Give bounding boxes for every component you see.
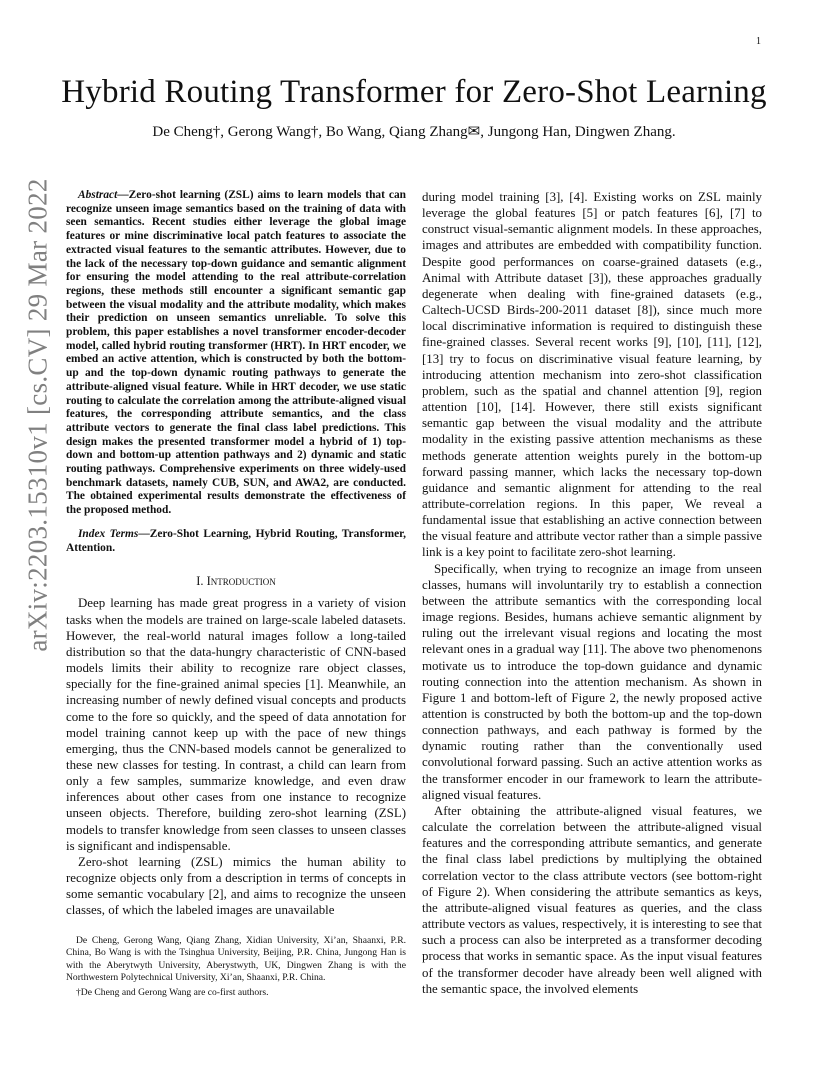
- body-paragraph: After obtaining the attribute-aligned visual features, we calculate the correlation between the attribute-aligned visual features and the corresponding attribute semantics, and generate the final class label predictions by multiplying the obtained correlation vector to the class attribute vectors (see bottom-right of Figure 2). When considering the attribute semantics as keys, the attribute-aligned visual features as queries, and the class attribute vectors as values, respectively, it is interesting to see that such a process can also be interpreted as a transformer decoding process that works in semantic space. As the input visual features of the transformer decoder have already been well aligned with the semantic space, the involved elements: [422, 803, 762, 996]
- section-number: I.: [196, 574, 207, 589]
- body-paragraph: Deep learning has made great progress in a variety of vision tasks when the models are trained on large-scale labeled datasets. However, the real-world natural images follow a long-tailed distribution so that the data-hungry characteristic of CNN-based models limits their ability to recognize rare object classes, specially for the fine-grained animal species [1]. Meanwhile, an increasing number of newly defined visual concepts and products come to the fore so quickly, and the speed of data annotation for model training cannot keep up with the pace of new things emerging, thus the CNN-based models cannot be generalized to these new classes for testing. In contrast, a child can learn from only a few samples, summarize knowledge, and even draw inferences about other cases from one instance to recognize unseen objects. Therefore, building zero-shot learning (ZSL) models to transfer knowledge from seen classes to unseen classes is significant and indispensable.: [66, 596, 406, 853]
- body-paragraph: Specifically, when trying to recognize an image from unseen classes, humans will involuntarily try to establish a connection between the attribute semantics with the corresponding local image regions. Besides, humans achieve semantic alignment by ruling out the irrelevant visual regions and locating the most relevant ones in a gradual way [11]. The above two phenomenons motivate us to introduce the top-down guidance and dynamic routing connection into the attention mechanism. As shown in Figure 1 and bottom-left of Figure 2, the newly proposed active attention is constructed by both the bottom-up and the top-down connection pathways, and each pathway is formed by the dynamic routing rather than the conventionally used convolutional forward passing. Such an active attention works as the transformer encoder in our framework to learn the attribute-aligned visual features.: [422, 561, 762, 802]
- arxiv-stamp-text: arXiv:2203.15310v1 [cs.CV] 29 Mar 2022: [22, 178, 53, 652]
- abstract: [66, 189, 406, 518]
- right-column: [422, 189, 762, 997]
- index-terms-label: Index Terms: [78, 527, 139, 540]
- index-terms-text: —Zero-Shot Learning, Hybrid Routing, Transformer, Attention.: [66, 527, 406, 554]
- author-list: De Cheng†, Gerong Wang†, Bo Wang, Qiang Zhang✉, Jungong Han, Dingwen Zhang.: [152, 124, 676, 140]
- index-terms: [66, 528, 406, 555]
- co-first-author-footnote: †De Cheng and Gerong Wang are co-first authors.: [76, 987, 269, 999]
- abstract-text: —Zero-shot learning (ZSL) aims to learn models that can recognize unseen image semantics based on the training of data with seen semantics. Recent studies either leverage the global image features or mine discriminative local patch features to associate the extracted visual features to the semantic attributes. However, due to the lack of the necessary top-down guidance and semantic alignment for ensuring the model attending to the real attribute-correlation regions, these methods still encounter a significant semantic gap between the visual modality and the attribute modality, which makes their prediction on unseen semantics unreliable. To solve this problem, this paper establishes a novel transformer encoder-decoder model, called hybrid routing transformer (HRT). In HRT encoder, we embed an active attention, which is constructed by both the bottom-up and the top-down dynamic routing pathways to generate the attribute-aligned visual feature. While in HRT decoder, we use static routing to calculate the correlation among the attribute-aligned visual features, the corresponding attribute semantics, and the class attribute vectors to generate the final class label predictions. This design makes the presented transformer model a hybrid of 1) top-down and bottom-up attention pathways and 2) dynamic and static routing pathways. Comprehensive experiments on three widely-used benchmark datasets, namely CUB, SUN, and AWA2, are conducted. The obtained experimental results demonstrate the effectiveness of the proposed method.: [66, 189, 406, 517]
- left-column: [66, 189, 406, 919]
- page-number: 1: [756, 36, 761, 47]
- footnotes: [66, 935, 406, 999]
- section-title: Introduction: [206, 574, 276, 589]
- affiliation-footnote: De Cheng, Gerong Wang, Qiang Zhang, Xidian University, Xi’an, Shaanxi, P.R. China, Bo Wang is with the Tsinghua University, Beijing, P.R. China, Jungong Han is with the Aberytwyth University, Aberystwyth, UK, Dingwen Zhang is with the Northwestern Polytechnical University, Xi’an, Shaanxi, P.R. China.: [66, 935, 406, 983]
- body-paragraph: Zero-shot learning (ZSL) mimics the human ability to recognize objects only from a description in terms of concepts in some semantic vocabulary [2], and aims to recognize the unseen classes, of which the labeled images are unavailable: [66, 854, 406, 918]
- abstract-label: Abstract: [78, 189, 118, 201]
- body-paragraph: during model training [3], [4]. Existing works on ZSL mainly leverage the global features [5] or patch features [6], [7] to construct visual-semantic alignment models. In these approaches, images and attributes are embedded with compatibility function. Despite good performances on coarse-grained datasets (e.g., Animal with Attribute dataset [3]), these approaches gradually degenerate when dealing with fine-grained datasets (e.g., Caltech-UCSD Birds-200-2011 dataset [8]), since much more local discriminative information is required to distinguish these fine-grained classes. Several recent works [9], [10], [11], [12], [13] try to focus on discriminative visual feature learning, by introducing attention mechanism into zero-shot classification problem, such as the spatial and channel attention [9], region attention [10], [14]. However, there still exists significant semantic gap between the visual modality and the attribute modality in the existing passive attention mechanisms as these methods generate attention weights purely in the bottom-up forward passing manner, which lacks the necessary top-down guidance and semantic alignment for attending to the real attribute-correlation regions. In this paper, We reveal a fundamental issue that establishing an active connection between the visual feature and attribute vector rather than a simple passive link is a key point to facilitate zero-shot learning.: [422, 190, 762, 560]
- paper-title: Hybrid Routing Transformer for Zero-Shot Learning: [61, 74, 767, 110]
- section-heading: [66, 573, 406, 589]
